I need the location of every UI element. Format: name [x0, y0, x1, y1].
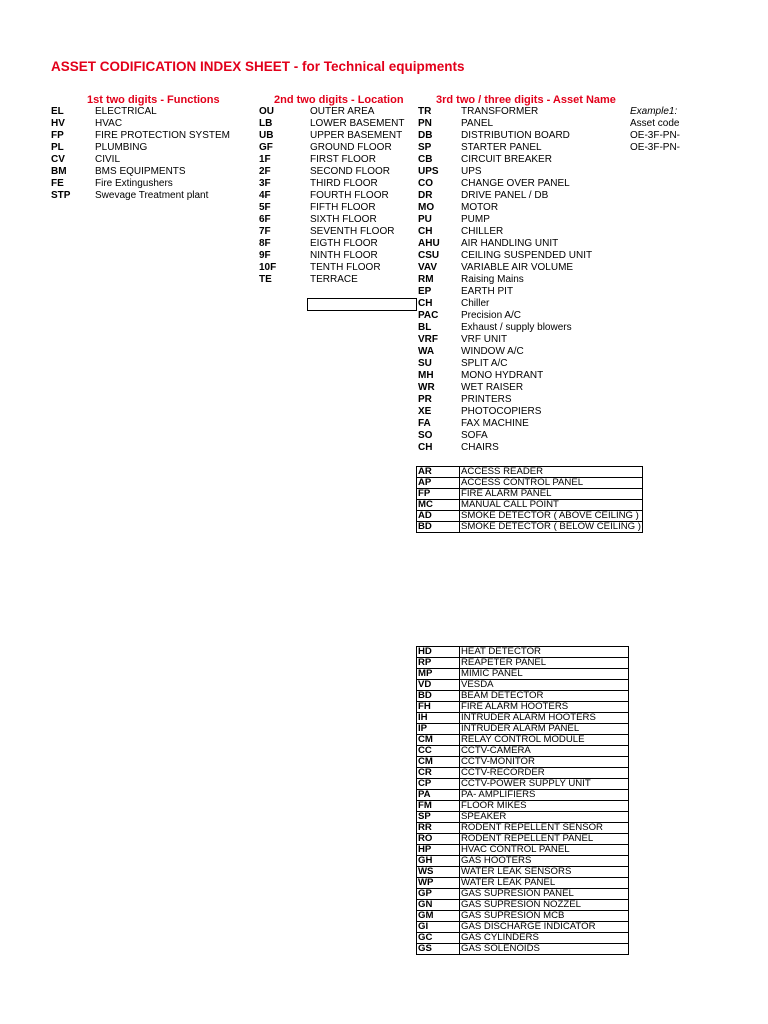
table-row	[417, 478, 643, 489]
example-line: Asset code	[630, 118, 680, 129]
list-item	[418, 238, 592, 250]
table-row	[417, 691, 629, 702]
list-item	[418, 322, 592, 334]
item-name: MONO HYDRANT	[461, 370, 544, 381]
code-cell[interactable]: AP	[417, 478, 460, 489]
item-code: 6F	[259, 214, 271, 225]
code-cell[interactable]: IP	[417, 724, 460, 735]
item-code: MH	[418, 370, 434, 381]
item-name: CHAIRS	[461, 442, 499, 453]
item-code: TR	[418, 106, 432, 117]
empty-input-cell[interactable]	[307, 298, 417, 311]
description-cell[interactable]: INTRUDER ALARM HOOTERS	[460, 713, 629, 724]
description-cell[interactable]: ACCESS CONTROL PANEL	[460, 478, 643, 489]
item-name: ELECTRICAL	[95, 106, 157, 117]
item-code: XE	[418, 406, 432, 417]
item-code: RM	[418, 274, 434, 285]
item-name: VARIABLE AIR VOLUME	[461, 262, 574, 273]
security-codes-table	[416, 466, 643, 533]
table-row	[417, 823, 629, 834]
code-cell[interactable]: FP	[417, 489, 460, 500]
list-item	[259, 142, 404, 154]
code-cell[interactable]: WP	[417, 878, 460, 889]
list-item	[418, 202, 592, 214]
list-item	[418, 418, 592, 430]
code-cell[interactable]: GS	[417, 944, 460, 955]
list-item	[259, 190, 404, 202]
item-code: HV	[51, 118, 65, 129]
description-cell[interactable]: SPEAKER	[460, 812, 629, 823]
item-code: DB	[418, 130, 433, 141]
item-name: SPLIT A/C	[461, 358, 508, 369]
item-name: SECOND FLOOR	[310, 166, 391, 177]
item-name: TENTH FLOOR	[310, 262, 381, 273]
list-item	[418, 118, 592, 130]
description-cell[interactable]: GAS SUPRESION MCB	[460, 911, 629, 922]
code-cell[interactable]: SP	[417, 812, 460, 823]
item-name: GROUND FLOOR	[310, 142, 392, 153]
table-row	[417, 702, 629, 713]
code-cell[interactable]: BD	[417, 522, 460, 533]
example-line: OE-3F-PN-	[630, 130, 680, 141]
list-item	[259, 106, 404, 118]
table-row	[417, 522, 643, 533]
item-name: Exhaust / supply blowers	[461, 322, 572, 333]
list-item	[51, 190, 230, 202]
item-code: UB	[259, 130, 274, 141]
description-cell[interactable]: GAS CYLINDERS	[460, 933, 629, 944]
list-item	[418, 166, 592, 178]
item-name: CHANGE OVER PANEL	[461, 178, 570, 189]
list-item	[259, 274, 404, 286]
table-row	[417, 511, 643, 522]
item-name: AIR HANDLING UNIT	[461, 238, 559, 249]
description-cell[interactable]: RELAY CONTROL MODULE	[460, 735, 629, 746]
list-item	[51, 166, 230, 178]
code-cell[interactable]: GI	[417, 922, 460, 933]
code-cell[interactable]: GC	[417, 933, 460, 944]
item-name: UPS	[461, 166, 482, 177]
description-cell[interactable]: SMOKE DETECTOR ( BELOW CEILING )	[461, 521, 641, 532]
item-name: THIRD FLOOR	[310, 178, 378, 189]
item-code: CSU	[418, 250, 440, 261]
description-cell[interactable]: ACCESS READER	[460, 467, 643, 478]
code-cell[interactable]: CP	[417, 779, 460, 790]
description-cell[interactable]: RODENT REPELLENT SENSOR	[460, 823, 629, 834]
list-item	[259, 166, 404, 178]
code-cell[interactable]: CM	[417, 757, 460, 768]
item-name: Precision A/C	[461, 310, 522, 321]
item-name: DISTRIBUTION BOARD	[461, 130, 570, 141]
description-cell[interactable]: INTRUDER ALARM PANEL	[460, 724, 629, 735]
code-cell[interactable]: IH	[417, 713, 460, 724]
item-name: CIVIL	[95, 154, 121, 165]
locations-header: 2nd two digits - Location	[274, 94, 404, 106]
item-code: TE	[259, 274, 272, 285]
description-cell[interactable]: FLOOR MIKES	[460, 801, 629, 812]
table-row	[417, 801, 629, 812]
systems-codes-table	[416, 646, 629, 955]
code-cell[interactable]: RR	[417, 823, 460, 834]
table-row	[417, 746, 629, 757]
assets-header: 3rd two / three digits - Asset Name	[436, 94, 616, 106]
item-name: Swevage Treatment plant	[95, 190, 209, 201]
item-name: FIRST FLOOR	[310, 154, 376, 165]
table-row	[417, 834, 629, 845]
code-cell[interactable]: GM	[417, 911, 460, 922]
item-name: CIRCUIT BREAKER	[461, 154, 552, 165]
table-row	[417, 889, 629, 900]
code-cell[interactable]: MP	[417, 669, 460, 680]
list-item	[259, 118, 404, 130]
item-code: FE	[51, 178, 64, 189]
table-row	[417, 790, 629, 801]
description-cell[interactable]: CCTV-POWER SUPPLY UNIT	[460, 779, 629, 790]
item-code: GF	[259, 142, 273, 153]
item-name: EIGTH FLOOR	[310, 238, 378, 249]
item-code: FP	[51, 130, 64, 141]
list-item	[259, 250, 404, 262]
table-row	[417, 680, 629, 691]
description-cell[interactable]: GAS SUPRESION NOZZEL	[460, 900, 629, 911]
table-row	[417, 647, 629, 658]
list-item	[259, 154, 404, 166]
list-item	[418, 154, 592, 166]
code-cell[interactable]: VD	[417, 680, 460, 691]
item-code: DR	[418, 190, 433, 201]
item-code: CH	[418, 298, 433, 309]
code-cell[interactable]: FM	[417, 801, 460, 812]
list-item	[51, 130, 230, 142]
item-name: OUTER AREA	[310, 106, 375, 117]
item-name: FIFTH FLOOR	[310, 202, 376, 213]
description-cell[interactable]: GAS SUPRESION PANEL	[460, 889, 629, 900]
code-cell[interactable]: CM	[417, 735, 460, 746]
code-cell[interactable]: PA	[417, 790, 460, 801]
item-code: 1F	[259, 154, 271, 165]
item-name: FIRE PROTECTION SYSTEM	[95, 130, 231, 141]
list-item	[259, 226, 404, 238]
item-name: EARTH PIT	[461, 286, 514, 297]
item-code: CH	[418, 226, 433, 237]
table-row	[417, 812, 629, 823]
code-cell[interactable]: RP	[417, 658, 460, 669]
table-row	[417, 900, 629, 911]
list-item	[418, 178, 592, 190]
list-item	[51, 154, 230, 166]
code-cell[interactable]: FH	[417, 702, 460, 713]
code-cell[interactable]: HD	[417, 647, 460, 658]
item-code: WR	[418, 382, 435, 393]
list-item	[418, 394, 592, 406]
description-cell[interactable]: GAS HOOTERS	[460, 856, 629, 867]
item-code: PU	[418, 214, 432, 225]
table-row	[417, 768, 629, 779]
item-name: FOURTH FLOOR	[310, 190, 389, 201]
description-cell[interactable]: FIRE ALARM PANEL	[460, 489, 643, 500]
description-cell[interactable]: SMOKE DETECTOR ( ABOVE CEILING )	[460, 511, 643, 522]
table-row	[417, 933, 629, 944]
item-code: SU	[418, 358, 432, 369]
item-name: WINDOW A/C	[461, 346, 524, 357]
item-code: EL	[51, 106, 64, 117]
item-code: 10F	[259, 262, 277, 273]
table-row	[417, 911, 629, 922]
description-cell[interactable]: HEAT DETECTOR	[460, 647, 629, 658]
description-cell[interactable]: VESDA	[460, 680, 629, 691]
table-row	[417, 845, 629, 856]
item-name: Chiller	[461, 298, 490, 309]
item-name: SEVENTH FLOOR	[310, 226, 395, 237]
item-code: VAV	[418, 262, 438, 273]
table-row	[417, 500, 643, 511]
item-code: PN	[418, 118, 432, 129]
description-cell[interactable]: HVAC CONTROL PANEL	[460, 845, 629, 856]
item-name: TRANSFORMER	[461, 106, 539, 117]
locations-list	[259, 106, 404, 286]
item-code: SO	[418, 430, 433, 441]
table-row	[417, 878, 629, 889]
code-cell[interactable]: AR	[417, 467, 460, 478]
table-row	[417, 922, 629, 933]
description-cell[interactable]: BEAM DETECTOR	[460, 691, 629, 702]
item-name: CEILING SUSPENDED UNIT	[461, 250, 593, 261]
assets-list	[418, 106, 592, 454]
item-name: HVAC	[95, 118, 123, 129]
functions-header: 1st two digits - Functions	[87, 94, 220, 106]
item-name: FAX MACHINE	[461, 418, 529, 429]
description-cell[interactable]: CCTV-MONITOR	[460, 757, 629, 768]
list-item	[259, 178, 404, 190]
item-name: MOTOR	[461, 202, 499, 213]
list-item	[418, 214, 592, 226]
table-row	[417, 757, 629, 768]
description-cell[interactable]: FIRE ALARM HOOTERS	[460, 702, 629, 713]
code-cell[interactable]: MC	[417, 500, 460, 511]
table-row	[417, 489, 643, 500]
list-item	[418, 406, 592, 418]
list-item	[418, 358, 592, 370]
code-cell[interactable]: HP	[417, 845, 460, 856]
item-name: DRIVE PANEL / DB	[461, 190, 549, 201]
list-item	[259, 130, 404, 142]
item-name: NINTH FLOOR	[310, 250, 378, 261]
list-item	[418, 370, 592, 382]
item-code: BL	[418, 322, 432, 333]
list-item	[418, 442, 592, 454]
table-row	[417, 713, 629, 724]
item-code: PR	[418, 394, 432, 405]
item-code: FA	[418, 418, 431, 429]
list-item	[259, 214, 404, 226]
table-row	[417, 724, 629, 735]
item-code: 2F	[259, 166, 271, 177]
example-block	[630, 106, 680, 154]
code-cell[interactable]: CC	[417, 746, 460, 757]
list-item	[418, 130, 592, 142]
item-code: VRF	[418, 334, 438, 345]
list-item	[259, 202, 404, 214]
item-code: 4F	[259, 190, 271, 201]
page-title: ASSET CODIFICATION INDEX SHEET - for Technical equipments	[51, 59, 465, 74]
list-item	[418, 190, 592, 202]
code-cell[interactable]: RO	[417, 834, 460, 845]
item-code: PAC	[418, 310, 439, 321]
example-line: OE-3F-PN-	[630, 142, 680, 153]
table-row	[417, 779, 629, 790]
item-code: 8F	[259, 238, 271, 249]
code-cell[interactable]: WS	[417, 867, 460, 878]
description-cell[interactable]: CCTV-CAMERA	[460, 746, 629, 757]
item-code: CV	[51, 154, 65, 165]
code-cell[interactable]: GP	[417, 889, 460, 900]
description-cell[interactable]: RODENT REPELLENT PANEL	[460, 834, 629, 845]
table-row	[417, 944, 629, 955]
item-code: 3F	[259, 178, 271, 189]
code-cell[interactable]: GN	[417, 900, 460, 911]
description-cell[interactable]: WATER LEAK PANEL	[460, 878, 629, 889]
item-code: CB	[418, 154, 433, 165]
list-item	[51, 118, 230, 130]
list-item	[418, 298, 592, 310]
code-cell[interactable]: BD	[417, 691, 460, 702]
description-cell[interactable]: CCTV-RECORDER	[460, 768, 629, 779]
list-item	[418, 334, 592, 346]
list-item	[418, 310, 592, 322]
item-code: CO	[418, 178, 433, 189]
item-code: BM	[51, 166, 67, 177]
item-code: SP	[418, 142, 432, 153]
item-code: PL	[51, 142, 64, 153]
list-item	[418, 286, 592, 298]
item-code: OU	[259, 106, 274, 117]
functions-list	[51, 106, 230, 202]
code-cell[interactable]: GH	[417, 856, 460, 867]
item-name: SOFA	[461, 430, 488, 441]
table-row	[417, 467, 643, 478]
description-cell[interactable]: GAS SOLENOIDS	[460, 944, 629, 955]
table-row	[417, 658, 629, 669]
item-name: Raising Mains	[461, 274, 524, 285]
item-name: TERRACE	[310, 274, 358, 285]
item-code: 7F	[259, 226, 271, 237]
item-name: PRINTERS	[461, 394, 512, 405]
table-row	[417, 856, 629, 867]
item-name: PHOTOCOPIERS	[461, 406, 542, 417]
item-name: BMS EQUIPMENTS	[95, 166, 186, 177]
item-name: CHILLER	[461, 226, 504, 237]
item-name: PUMP	[461, 214, 490, 225]
code-cell[interactable]: AD	[417, 511, 460, 522]
description-cell[interactable]: GAS DISCHARGE INDICATOR	[460, 922, 629, 933]
item-name: WET RAISER	[461, 382, 524, 393]
item-name: UPPER BASEMENT	[310, 130, 403, 141]
list-item	[51, 106, 230, 118]
list-item	[418, 430, 592, 442]
description-cell[interactable]: REAPETER PANEL	[460, 658, 629, 669]
item-code: 9F	[259, 250, 271, 261]
item-name: STARTER PANEL	[461, 142, 542, 153]
list-item	[51, 142, 230, 154]
item-code: WA	[418, 346, 435, 357]
item-code: MO	[418, 202, 435, 213]
item-code: UPS	[418, 166, 439, 177]
table-row	[417, 669, 629, 680]
example-title: Example1:	[630, 106, 678, 117]
list-item	[418, 250, 592, 262]
description-cell[interactable]: MIMIC PANEL	[460, 669, 629, 680]
code-cell[interactable]: CR	[417, 768, 460, 779]
item-code: STP	[51, 190, 71, 201]
list-item	[418, 142, 592, 154]
list-item	[418, 382, 592, 394]
list-item	[259, 238, 404, 250]
description-cell[interactable]: MANUAL CALL POINT	[460, 500, 643, 511]
description-cell[interactable]: PA- AMPLIFIERS	[460, 790, 629, 801]
item-code: CH	[418, 442, 433, 453]
list-item	[418, 346, 592, 358]
item-name: PANEL	[461, 118, 494, 129]
item-name: PLUMBING	[95, 142, 148, 153]
item-code: 5F	[259, 202, 271, 213]
description-cell[interactable]: WATER LEAK SENSORS	[460, 867, 629, 878]
list-item	[418, 274, 592, 286]
table-row	[417, 735, 629, 746]
list-item	[418, 106, 592, 118]
list-item	[418, 226, 592, 238]
table-row	[417, 867, 629, 878]
item-name: LOWER BASEMENT	[310, 118, 405, 129]
item-code: EP	[418, 286, 432, 297]
list-item	[51, 178, 230, 190]
item-name: Fire Extingushers	[95, 178, 173, 189]
item-code: AHU	[418, 238, 440, 249]
list-item	[259, 262, 404, 274]
item-name: VRF UNIT	[461, 334, 508, 345]
item-code: LB	[259, 118, 273, 129]
item-name: SIXTH FLOOR	[310, 214, 377, 225]
list-item	[418, 262, 592, 274]
